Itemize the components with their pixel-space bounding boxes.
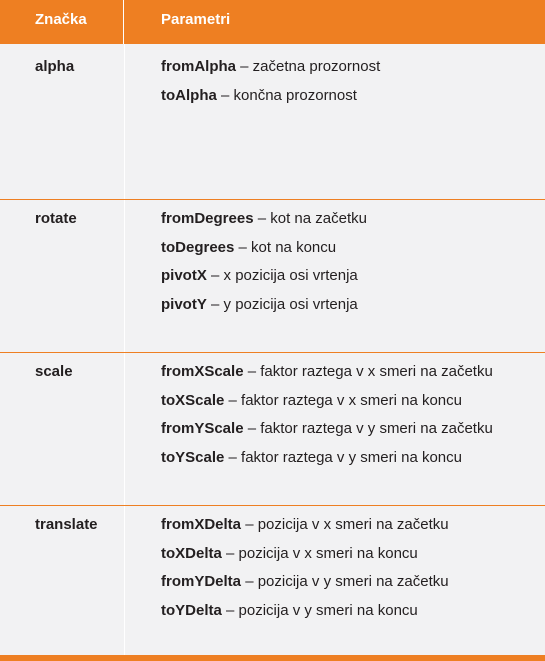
column-divider bbox=[124, 506, 125, 655]
param-description: – kot na koncu bbox=[234, 238, 337, 256]
param-item bbox=[161, 545, 545, 574]
param-description: – pozicija v y smeri na začetku bbox=[241, 573, 449, 590]
param-item bbox=[161, 267, 545, 296]
param-name: toAlpha bbox=[161, 86, 217, 104]
tag-name: rotate bbox=[35, 210, 77, 227]
table-bottom-border bbox=[0, 655, 545, 661]
param-name: pivotY bbox=[161, 295, 207, 313]
param-name: fromAlpha bbox=[161, 58, 236, 75]
param-item bbox=[161, 420, 545, 449]
column-divider bbox=[124, 200, 125, 352]
param-description: – x pozicija osi vrtenja bbox=[206, 267, 358, 284]
param-description: – pozicija v x smeri na začetku bbox=[241, 516, 449, 533]
param-item bbox=[161, 87, 545, 116]
param-name: pivotX bbox=[161, 267, 207, 284]
param-description: – pozicija v x smeri na koncu bbox=[221, 544, 418, 562]
param-name: fromXDelta bbox=[161, 516, 242, 533]
param-item bbox=[161, 210, 545, 239]
tag-name: translate bbox=[35, 516, 98, 533]
param-item bbox=[161, 363, 545, 392]
param-name: toYScale bbox=[161, 448, 225, 466]
param-description: – pozicija v y smeri na koncu bbox=[221, 601, 418, 619]
param-item bbox=[161, 392, 545, 421]
param-description: – začetna prozornost bbox=[236, 58, 381, 75]
param-description: – faktor raztega v x smeri na koncu bbox=[224, 391, 462, 409]
param-name: toDegrees bbox=[161, 238, 235, 256]
column-divider bbox=[124, 353, 125, 505]
param-item bbox=[161, 296, 545, 325]
param-description: – končna prozornost bbox=[216, 86, 357, 104]
table-row-rotate bbox=[0, 200, 545, 353]
header-tag-column: Značka bbox=[0, 0, 124, 44]
param-description: – y pozicija osi vrtenja bbox=[206, 295, 358, 313]
param-description: – faktor raztega v y smeri na koncu bbox=[224, 448, 462, 466]
param-description: – faktor raztega v x smeri na začetku bbox=[243, 363, 493, 380]
param-item bbox=[161, 58, 545, 87]
param-name: fromXScale bbox=[161, 363, 244, 380]
param-list bbox=[161, 516, 545, 630]
param-name: toXScale bbox=[161, 391, 225, 409]
column-divider bbox=[124, 44, 125, 199]
param-name: toYDelta bbox=[161, 601, 222, 619]
param-list bbox=[161, 58, 545, 115]
param-name: toXDelta bbox=[161, 544, 222, 562]
param-name: fromYDelta bbox=[161, 573, 242, 590]
table-header bbox=[0, 0, 545, 44]
tag-name: scale bbox=[35, 363, 73, 380]
table-row-alpha bbox=[0, 44, 545, 200]
param-item bbox=[161, 602, 545, 631]
param-description: – kot na začetku bbox=[253, 210, 367, 227]
table-row-scale bbox=[0, 353, 545, 506]
param-list bbox=[161, 363, 545, 477]
param-item bbox=[161, 516, 545, 545]
tag-name: alpha bbox=[35, 58, 75, 75]
param-item bbox=[161, 239, 545, 268]
param-name: fromYScale bbox=[161, 420, 244, 437]
param-item bbox=[161, 449, 545, 478]
param-list bbox=[161, 210, 545, 324]
param-name: fromDegrees bbox=[161, 210, 254, 227]
header-params-column: Parametri bbox=[161, 11, 231, 28]
param-description: – faktor raztega v y smeri na začetku bbox=[243, 420, 493, 437]
param-item bbox=[161, 573, 545, 602]
table-row-translate bbox=[0, 506, 545, 655]
